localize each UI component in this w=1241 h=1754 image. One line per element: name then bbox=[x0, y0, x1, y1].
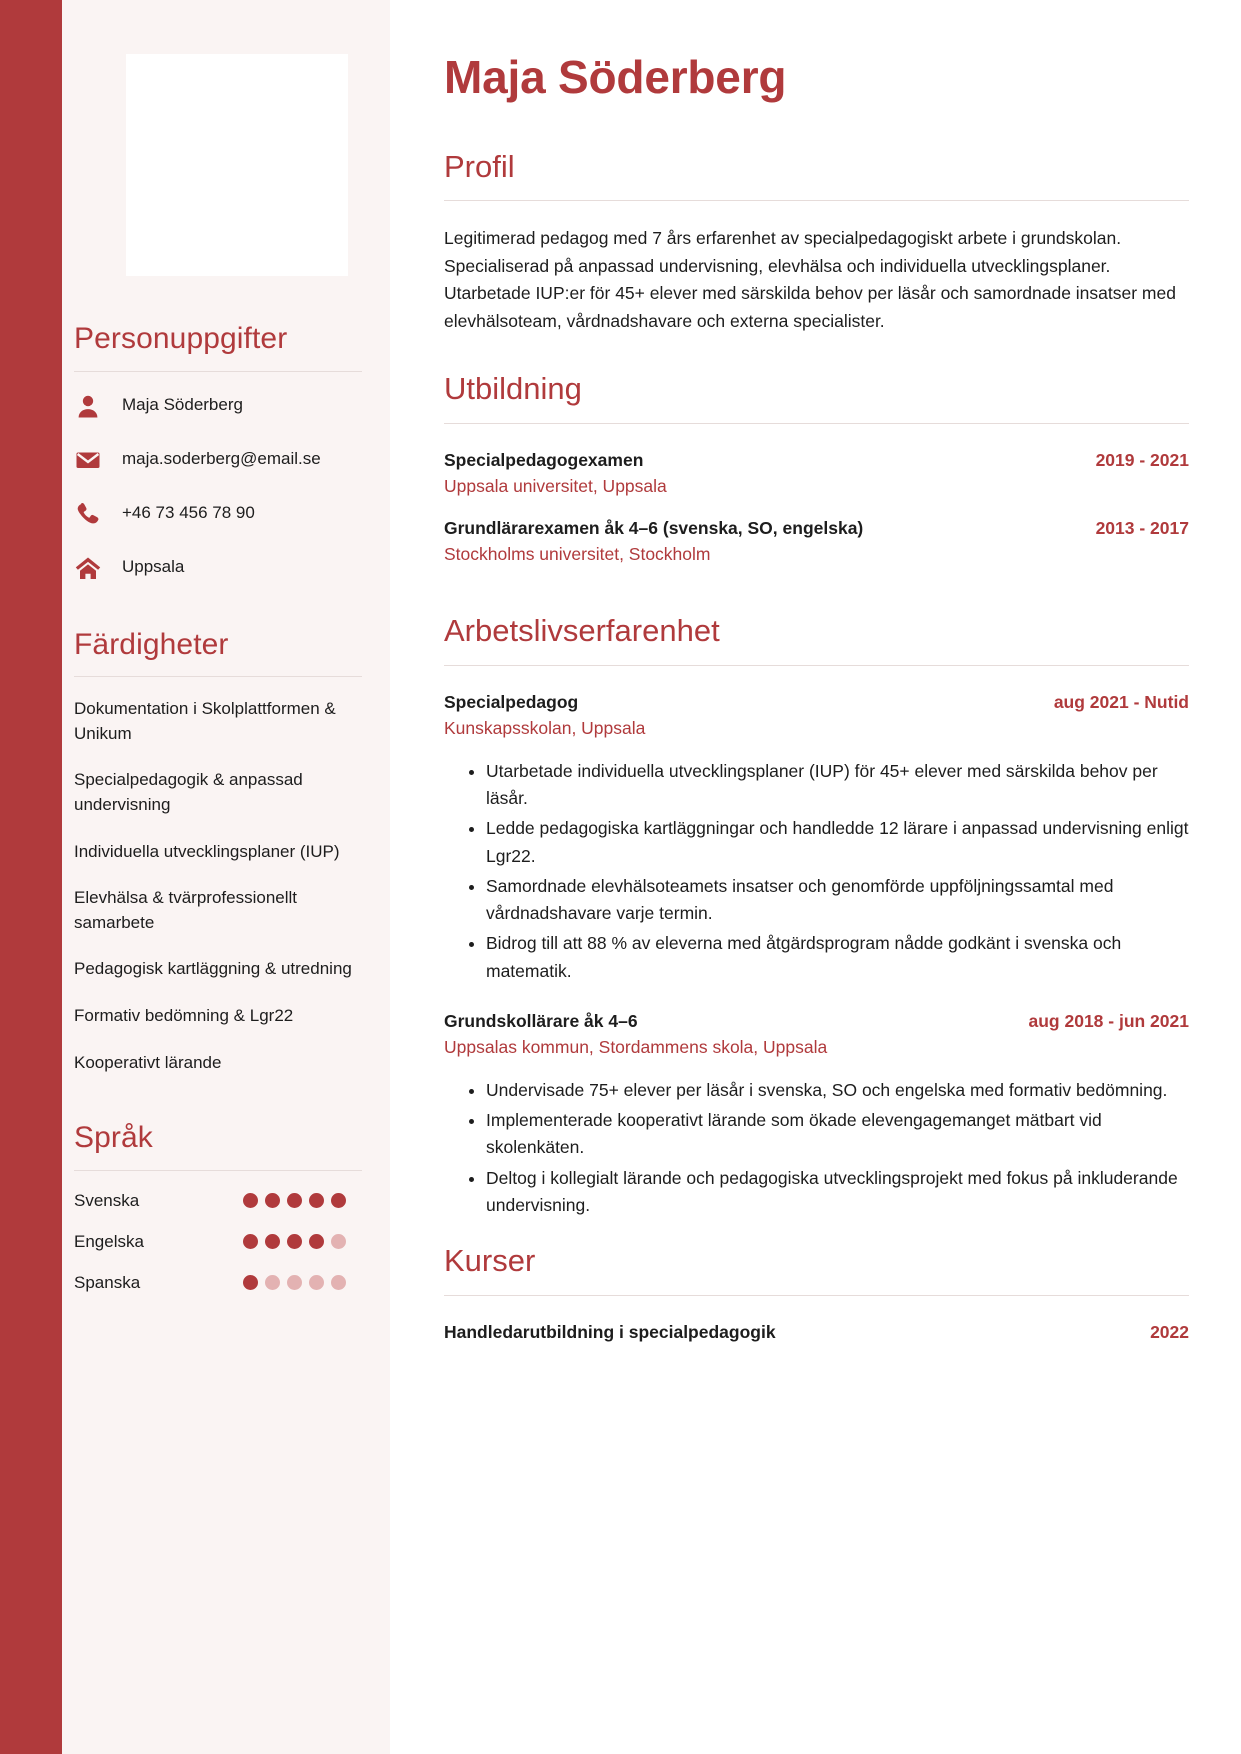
course-date: 2022 bbox=[1150, 1321, 1189, 1342]
level-dot-filled bbox=[265, 1193, 280, 1208]
experience-employer: Uppsalas kommun, Stordammens skola, Uppsala bbox=[444, 1037, 828, 1058]
phone-icon bbox=[74, 500, 102, 528]
language-row bbox=[74, 1273, 362, 1293]
experience-bullet-list bbox=[444, 1077, 1189, 1219]
level-dot-empty bbox=[331, 1275, 346, 1290]
sidebar-heading-skills: Färdigheter bbox=[74, 627, 229, 661]
experience-role: Specialpedagog bbox=[444, 691, 579, 712]
education-entry-head bbox=[444, 448, 1189, 473]
experience-role: Grundskollärare åk 4–6 bbox=[444, 1011, 638, 1032]
divider-languages bbox=[74, 1170, 362, 1171]
spacer bbox=[444, 583, 1189, 613]
skill-item: Individuella utvecklingsplaner (IUP) bbox=[74, 841, 340, 861]
level-dot-filled bbox=[243, 1234, 258, 1249]
section-heading-courses: Kurser bbox=[444, 1243, 536, 1279]
education-title: Specialpedagogexamen bbox=[444, 449, 644, 470]
skill-item: Pedagogisk kartläggning & utredning bbox=[74, 959, 352, 979]
page-title: Maja Söderberg bbox=[444, 51, 787, 103]
contact-phone-value: +46 73 456 78 90 bbox=[122, 503, 255, 523]
level-dot-filled bbox=[309, 1193, 324, 1208]
divider-experience bbox=[444, 665, 1189, 666]
education-institution: Uppsala universitet, Uppsala bbox=[444, 476, 667, 497]
experience-bullet: • Deltog i kollegialt lärande och pedagogiska utvecklingsprojekt med fokus på inkluderande undervisning. bbox=[486, 1165, 1189, 1220]
experience-date: aug 2021 - Nutid bbox=[1053, 691, 1189, 712]
experience-date: aug 2018 - jun 2021 bbox=[1028, 1011, 1189, 1032]
contact-email-value: maja.soderberg@email.se bbox=[122, 449, 321, 469]
skill-item: Elevhälsa & tvärprofessionellt samarbete bbox=[74, 888, 298, 932]
language-row bbox=[74, 1191, 362, 1211]
sidebar-heading-personal: Personuppgifter bbox=[74, 322, 288, 355]
language-name: Svenska bbox=[74, 1190, 140, 1210]
experience-employer: Kunskapsskolan, Uppsala bbox=[444, 718, 646, 739]
skill-item: Dokumentation i Skolplattformen & Unikum bbox=[74, 699, 336, 743]
course-entry-head bbox=[444, 1320, 1189, 1345]
language-name: Spanska bbox=[74, 1272, 141, 1292]
left-accent-bar bbox=[0, 0, 62, 1754]
sidebar-heading-languages: Språk bbox=[74, 1121, 153, 1155]
education-date: 2019 - 2021 bbox=[1095, 449, 1189, 470]
language-level-dots bbox=[243, 1193, 346, 1208]
contact-row-phone[interactable] bbox=[74, 500, 362, 528]
experience-bullet: • Ledde pedagogiska kartläggningar och handledde 12 lärare i anpassad undervisning enligt Lgr22. bbox=[486, 815, 1189, 870]
education-entry bbox=[444, 448, 1189, 500]
profile-text: Legitimerad pedagog med 7 års erfarenhet av specialpedagogiskt arbete i grundskolan. Specialiserad på anpassad undervisning, elevhälsa och individuella utvecklingsplaner. Utarbetade IUP:er för 45+ elever med särskilda behov per läsår och samordnade insatser med elevhälsoteam, vårdnadshavare och externa specialister. bbox=[444, 228, 1176, 331]
experience-bullet: • Utarbetade individuella utvecklingsplaner (IUP) för 45+ elever med särskilda behov per läsår. bbox=[486, 758, 1189, 813]
education-institution: Stockholms universitet, Stockholm bbox=[444, 543, 711, 564]
language-level-dots bbox=[243, 1234, 346, 1249]
contact-row-location bbox=[74, 554, 362, 582]
home-icon bbox=[74, 554, 102, 582]
main-column bbox=[390, 0, 1241, 1754]
level-dot-empty bbox=[287, 1275, 302, 1290]
language-row bbox=[74, 1232, 362, 1252]
section-heading-education: Utbildning bbox=[444, 371, 582, 407]
experience-bullet: • Undervisade 75+ elever per läsår i svenska, SO och engelska med formativ bedömning. bbox=[486, 1077, 1189, 1104]
level-dot-filled bbox=[243, 1275, 258, 1290]
divider-education bbox=[444, 423, 1189, 424]
sidebar bbox=[62, 0, 390, 1754]
level-dot-empty bbox=[331, 1234, 346, 1249]
contact-name-value: Maja Söderberg bbox=[122, 395, 243, 415]
experience-bullet: • Implementerade kooperativt lärande som ökade elevengagemanget mätbart vid skolenkäten. bbox=[486, 1107, 1189, 1162]
contact-row-name bbox=[74, 392, 362, 420]
level-dot-empty bbox=[265, 1275, 280, 1290]
level-dot-filled bbox=[309, 1234, 324, 1249]
experience-bullet: • Samordnade elevhälsoteamets insatser och genomförde uppföljningssamtal med vårdnadshavare varje termin. bbox=[486, 873, 1189, 928]
experience-entry-head bbox=[444, 690, 1189, 715]
experience-entry bbox=[444, 1009, 1189, 1061]
contact-row-email[interactable] bbox=[74, 446, 362, 474]
divider-personal bbox=[74, 371, 362, 372]
language-level-dots bbox=[243, 1275, 346, 1290]
language-name: Engelska bbox=[74, 1231, 144, 1251]
divider-skills bbox=[74, 676, 362, 677]
contact-location-value: Uppsala bbox=[122, 557, 185, 577]
experience-bullet-list bbox=[444, 758, 1189, 985]
level-dot-filled bbox=[331, 1193, 346, 1208]
section-heading-profile: Profil bbox=[444, 148, 515, 184]
envelope-icon bbox=[74, 446, 102, 474]
course-title: Handledarutbildning i specialpedagogik bbox=[444, 1321, 776, 1342]
skill-item: Formativ bedömning & Lgr22 bbox=[74, 1006, 294, 1026]
section-heading-experience: Arbetslivserfarenhet bbox=[444, 613, 720, 649]
profile-photo-placeholder bbox=[126, 54, 348, 276]
level-dot-empty bbox=[309, 1275, 324, 1290]
level-dot-filled bbox=[243, 1193, 258, 1208]
education-date: 2013 - 2017 bbox=[1095, 517, 1189, 538]
course-entry bbox=[444, 1320, 1189, 1345]
divider-courses bbox=[444, 1295, 1189, 1296]
education-entry-head bbox=[444, 516, 1189, 541]
skill-item: Specialpedagogik & anpassad undervisning bbox=[74, 770, 303, 814]
experience-entry bbox=[444, 690, 1189, 742]
skill-item: Kooperativt lärande bbox=[74, 1052, 222, 1072]
person-icon bbox=[74, 392, 102, 420]
level-dot-filled bbox=[287, 1234, 302, 1249]
experience-entry-head bbox=[444, 1009, 1189, 1034]
level-dot-filled bbox=[265, 1234, 280, 1249]
education-title: Grundlärarexamen åk 4–6 (svenska, SO, engelska) bbox=[444, 517, 864, 538]
education-entry bbox=[444, 516, 1189, 568]
divider-profile bbox=[444, 200, 1189, 201]
experience-bullet: • Bidrog till att 88 % av eleverna med åtgärdsprogram nådde godkänt i svenska och matematik. bbox=[486, 930, 1189, 985]
level-dot-filled bbox=[287, 1193, 302, 1208]
